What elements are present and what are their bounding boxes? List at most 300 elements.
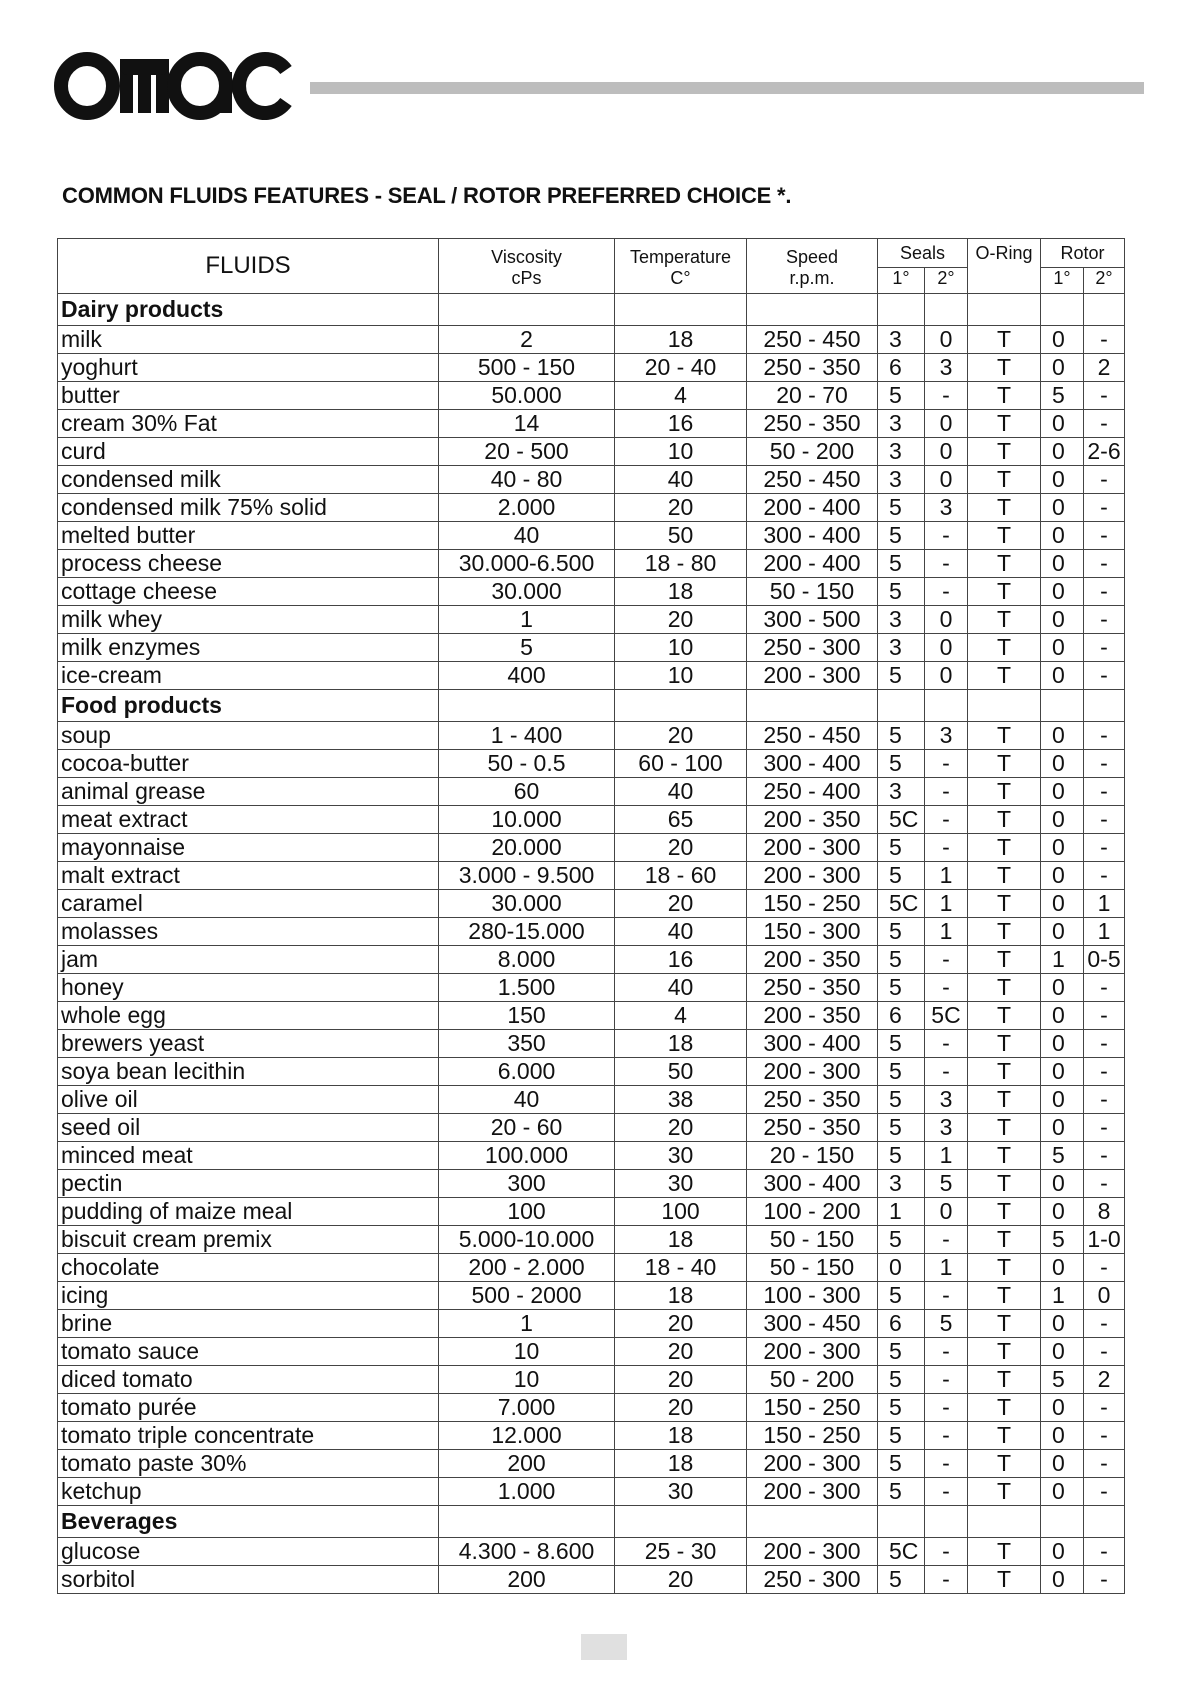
- speed-cell: 250 - 350: [747, 1114, 878, 1142]
- seal-1-cell: 3: [878, 606, 925, 634]
- rotor-2-cell: -: [1084, 578, 1125, 606]
- temperature-cell: 10: [615, 662, 747, 690]
- viscosity-cell: 280-15.000: [439, 918, 615, 946]
- rotor-1-cell: 0: [1041, 550, 1084, 578]
- oring-cell: T: [968, 466, 1041, 494]
- speed-cell: 50 - 150: [747, 1226, 878, 1254]
- rotor-2-cell: -: [1084, 550, 1125, 578]
- seal-2-cell: 3: [925, 722, 968, 750]
- viscosity-header: Viscosity: [439, 239, 615, 268]
- speed-cell: 50 - 200: [747, 438, 878, 466]
- oring-cell: T: [968, 918, 1041, 946]
- table-row: [58, 890, 1125, 918]
- rotor-1-cell: 0: [1041, 918, 1084, 946]
- table-row: [58, 1450, 1125, 1478]
- speed-cell: 20 - 70: [747, 382, 878, 410]
- seal-2-cell: 0: [925, 662, 968, 690]
- seal-2-cell: 1: [925, 862, 968, 890]
- seal-1-cell: 5: [878, 946, 925, 974]
- table-row: [58, 1170, 1125, 1198]
- temperature-cell: 20: [615, 1310, 747, 1338]
- oring-cell: T: [968, 1142, 1041, 1170]
- temperature-cell: 20: [615, 1366, 747, 1394]
- temperature-cell: 30: [615, 1142, 747, 1170]
- fluid-name-cell: soup: [58, 722, 439, 750]
- seal-2-cell: -: [925, 1366, 968, 1394]
- temperature-unit: C°: [615, 268, 747, 294]
- fluid-name-cell: soya bean lecithin: [58, 1058, 439, 1086]
- empty-cell: [747, 1506, 878, 1538]
- rotor-1-cell: 0: [1041, 410, 1084, 438]
- fluid-name-cell: yoghurt: [58, 354, 439, 382]
- empty-cell: [1084, 294, 1125, 326]
- table-row: [58, 1002, 1125, 1030]
- speed-cell: 250 - 400: [747, 778, 878, 806]
- rotor-second-header: 2°: [1084, 268, 1125, 294]
- seal-2-cell: -: [925, 1282, 968, 1310]
- temperature-cell: 40: [615, 918, 747, 946]
- table-row: [58, 1142, 1125, 1170]
- empty-cell: [968, 690, 1041, 722]
- oring-cell: T: [968, 1086, 1041, 1114]
- temperature-cell: 18: [615, 1030, 747, 1058]
- viscosity-cell: 10: [439, 1338, 615, 1366]
- rotor-1-cell: 0: [1041, 1086, 1084, 1114]
- seal-1-cell: 5C: [878, 890, 925, 918]
- speed-cell: 200 - 300: [747, 834, 878, 862]
- fluid-name-cell: condensed milk: [58, 466, 439, 494]
- fluid-name-cell: tomato purée: [58, 1394, 439, 1422]
- viscosity-cell: 10.000: [439, 806, 615, 834]
- rotor-1-cell: 5: [1041, 1142, 1084, 1170]
- viscosity-cell: 1: [439, 606, 615, 634]
- speed-cell: 50 - 150: [747, 578, 878, 606]
- speed-cell: 200 - 350: [747, 806, 878, 834]
- rotor-1-cell: 0: [1041, 778, 1084, 806]
- oring-subheader: [968, 268, 1041, 294]
- empty-cell: [747, 690, 878, 722]
- viscosity-cell: 60: [439, 778, 615, 806]
- temperature-cell: 18: [615, 1282, 747, 1310]
- viscosity-cell: 150: [439, 1002, 615, 1030]
- oring-cell: T: [968, 1170, 1041, 1198]
- rotor-2-cell: -: [1084, 1086, 1125, 1114]
- rotor-1-cell: 0: [1041, 1566, 1084, 1594]
- seal-2-cell: 5: [925, 1170, 968, 1198]
- seal-2-cell: -: [925, 778, 968, 806]
- viscosity-cell: 100.000: [439, 1142, 615, 1170]
- table-row: [58, 1422, 1125, 1450]
- oring-cell: T: [968, 1058, 1041, 1086]
- seal-2-cell: 3: [925, 1086, 968, 1114]
- viscosity-cell: 12.000: [439, 1422, 615, 1450]
- rotor-2-cell: -: [1084, 466, 1125, 494]
- temperature-cell: 30: [615, 1170, 747, 1198]
- rotor-2-cell: -: [1084, 1394, 1125, 1422]
- fluid-name-cell: minced meat: [58, 1142, 439, 1170]
- oring-cell: T: [968, 578, 1041, 606]
- seal-1-cell: 5: [878, 1422, 925, 1450]
- fluid-name-cell: whole egg: [58, 1002, 439, 1030]
- viscosity-cell: 400: [439, 662, 615, 690]
- temperature-cell: 16: [615, 946, 747, 974]
- speed-cell: 300 - 400: [747, 750, 878, 778]
- seal-1-cell: 3: [878, 1170, 925, 1198]
- oring-cell: T: [968, 778, 1041, 806]
- empty-cell: [1084, 1506, 1125, 1538]
- fluid-name-cell: molasses: [58, 918, 439, 946]
- temperature-cell: 10: [615, 634, 747, 662]
- temperature-header: Temperature: [615, 239, 747, 268]
- rotor-2-cell: -: [1084, 606, 1125, 634]
- empty-cell: [439, 1506, 615, 1538]
- table-row: [58, 1058, 1125, 1086]
- rotor-2-cell: 2: [1084, 1366, 1125, 1394]
- seal-1-cell: 6: [878, 1002, 925, 1030]
- viscosity-cell: 5: [439, 634, 615, 662]
- temperature-cell: 20: [615, 834, 747, 862]
- rotor-1-cell: 0: [1041, 522, 1084, 550]
- speed-cell: 200 - 300: [747, 1478, 878, 1506]
- rotor-header: Rotor: [1041, 239, 1125, 268]
- seal-2-cell: -: [925, 750, 968, 778]
- viscosity-unit: cPs: [439, 268, 615, 294]
- speed-cell: 20 - 150: [747, 1142, 878, 1170]
- rotor-1-cell: 0: [1041, 1394, 1084, 1422]
- oring-cell: T: [968, 974, 1041, 1002]
- seal-2-cell: -: [925, 1030, 968, 1058]
- seal-1-cell: 5: [878, 1086, 925, 1114]
- fluid-name-cell: condensed milk 75% solid: [58, 494, 439, 522]
- fluid-name-cell: glucose: [58, 1538, 439, 1566]
- rotor-1-cell: 0: [1041, 1254, 1084, 1282]
- speed-header: Speed: [747, 239, 878, 268]
- temperature-cell: 20: [615, 606, 747, 634]
- seal-2-cell: -: [925, 522, 968, 550]
- speed-cell: 150 - 250: [747, 1394, 878, 1422]
- seal-2-cell: 1: [925, 1142, 968, 1170]
- oring-cell: T: [968, 1198, 1041, 1226]
- rotor-1-cell: 0: [1041, 606, 1084, 634]
- viscosity-cell: 8.000: [439, 946, 615, 974]
- seal-2-cell: -: [925, 1394, 968, 1422]
- temperature-cell: 18: [615, 1450, 747, 1478]
- rotor-first-header: 1°: [1041, 268, 1084, 294]
- rotor-1-cell: 0: [1041, 834, 1084, 862]
- seal-2-cell: -: [925, 382, 968, 410]
- rotor-1-cell: 5: [1041, 1226, 1084, 1254]
- rotor-2-cell: -: [1084, 1114, 1125, 1142]
- seal-2-cell: 0: [925, 438, 968, 466]
- speed-cell: 200 - 400: [747, 494, 878, 522]
- rotor-1-cell: 0: [1041, 326, 1084, 354]
- rotor-2-cell: -: [1084, 834, 1125, 862]
- seal-2-cell: -: [925, 1478, 968, 1506]
- seal-2-cell: 0: [925, 1198, 968, 1226]
- temperature-cell: 4: [615, 1002, 747, 1030]
- speed-cell: 150 - 250: [747, 890, 878, 918]
- fluid-name-cell: cream 30% Fat: [58, 410, 439, 438]
- table-row: [58, 946, 1125, 974]
- seal-2-cell: 0: [925, 606, 968, 634]
- fluid-name-cell: jam: [58, 946, 439, 974]
- seal-2-cell: 0: [925, 326, 968, 354]
- table-row: [58, 466, 1125, 494]
- section-title: Beverages: [58, 1506, 439, 1538]
- empty-cell: [925, 690, 968, 722]
- fluid-name-cell: mayonnaise: [58, 834, 439, 862]
- fluid-name-cell: pudding of maize meal: [58, 1198, 439, 1226]
- viscosity-cell: 40: [439, 1086, 615, 1114]
- seal-2-cell: -: [925, 1226, 968, 1254]
- temperature-cell: 50: [615, 522, 747, 550]
- empty-cell: [615, 690, 747, 722]
- rotor-1-cell: 0: [1041, 466, 1084, 494]
- speed-cell: 250 - 300: [747, 634, 878, 662]
- empty-cell: [1041, 294, 1084, 326]
- oring-cell: T: [968, 1538, 1041, 1566]
- temperature-cell: 40: [615, 466, 747, 494]
- seal-2-cell: 0: [925, 410, 968, 438]
- speed-cell: 250 - 450: [747, 326, 878, 354]
- temperature-cell: 20: [615, 1566, 747, 1594]
- temperature-cell: 18 - 80: [615, 550, 747, 578]
- speed-cell: 300 - 400: [747, 522, 878, 550]
- temperature-cell: 4: [615, 382, 747, 410]
- fluid-name-cell: pectin: [58, 1170, 439, 1198]
- temperature-cell: 20: [615, 722, 747, 750]
- table-row: [58, 1366, 1125, 1394]
- oring-cell: T: [968, 606, 1041, 634]
- oring-cell: T: [968, 834, 1041, 862]
- rotor-2-cell: -: [1084, 862, 1125, 890]
- seal-first-header: 1°: [878, 268, 925, 294]
- fluid-name-cell: malt extract: [58, 862, 439, 890]
- seal-2-cell: -: [925, 1338, 968, 1366]
- seal-1-cell: 6: [878, 1310, 925, 1338]
- empty-cell: [1084, 690, 1125, 722]
- oring-cell: T: [968, 1114, 1041, 1142]
- viscosity-cell: 1 - 400: [439, 722, 615, 750]
- section-title: Food products: [58, 690, 439, 722]
- table-row: [58, 1254, 1125, 1282]
- viscosity-cell: 30.000: [439, 578, 615, 606]
- table-row: [58, 522, 1125, 550]
- viscosity-cell: 200: [439, 1566, 615, 1594]
- viscosity-cell: 20 - 60: [439, 1114, 615, 1142]
- seal-2-cell: 3: [925, 494, 968, 522]
- rotor-2-cell: -: [1084, 1422, 1125, 1450]
- header-row: [58, 239, 1125, 268]
- rotor-1-cell: 0: [1041, 1170, 1084, 1198]
- seal-1-cell: 5: [878, 1058, 925, 1086]
- fluid-name-cell: melted butter: [58, 522, 439, 550]
- oring-cell: T: [968, 494, 1041, 522]
- rotor-2-cell: -: [1084, 1450, 1125, 1478]
- temperature-cell: 20: [615, 1338, 747, 1366]
- speed-cell: 250 - 300: [747, 1566, 878, 1594]
- table-row: [58, 1086, 1125, 1114]
- fluid-name-cell: process cheese: [58, 550, 439, 578]
- speed-cell: 200 - 350: [747, 1002, 878, 1030]
- speed-cell: 250 - 350: [747, 354, 878, 382]
- oring-cell: T: [968, 946, 1041, 974]
- rotor-2-cell: -: [1084, 1254, 1125, 1282]
- fluid-name-cell: brine: [58, 1310, 439, 1338]
- rotor-1-cell: 0: [1041, 1338, 1084, 1366]
- viscosity-cell: 4.300 - 8.600: [439, 1538, 615, 1566]
- viscosity-cell: 14: [439, 410, 615, 438]
- seal-2-cell: -: [925, 1538, 968, 1566]
- viscosity-cell: 200: [439, 1450, 615, 1478]
- fluid-name-cell: milk whey: [58, 606, 439, 634]
- temperature-cell: 50: [615, 1058, 747, 1086]
- rotor-1-cell: 0: [1041, 974, 1084, 1002]
- temperature-cell: 18: [615, 326, 747, 354]
- table-row: [58, 806, 1125, 834]
- rotor-1-cell: 0: [1041, 1114, 1084, 1142]
- rotor-1-cell: 5: [1041, 1366, 1084, 1394]
- seal-1-cell: 5: [878, 1338, 925, 1366]
- seal-second-header: 2°: [925, 268, 968, 294]
- seals-header: Seals: [878, 239, 968, 268]
- rotor-2-cell: -: [1084, 1002, 1125, 1030]
- table-row: [58, 1226, 1125, 1254]
- empty-cell: [878, 690, 925, 722]
- seal-1-cell: 5: [878, 1450, 925, 1478]
- temperature-cell: 25 - 30: [615, 1538, 747, 1566]
- rotor-2-cell: -: [1084, 778, 1125, 806]
- rotor-2-cell: 1-0: [1084, 1226, 1125, 1254]
- table-row: [58, 722, 1125, 750]
- viscosity-cell: 10: [439, 1366, 615, 1394]
- viscosity-cell: 7.000: [439, 1394, 615, 1422]
- table-row: [58, 1282, 1125, 1310]
- viscosity-cell: 30.000: [439, 890, 615, 918]
- fluid-name-cell: tomato sauce: [58, 1338, 439, 1366]
- rotor-2-cell: -: [1084, 974, 1125, 1002]
- viscosity-cell: 40: [439, 522, 615, 550]
- seal-1-cell: 3: [878, 326, 925, 354]
- temperature-cell: 40: [615, 778, 747, 806]
- section-header-row: [58, 1506, 1125, 1538]
- temperature-cell: 18 - 40: [615, 1254, 747, 1282]
- table-row: [58, 1478, 1125, 1506]
- speed-cell: 200 - 300: [747, 862, 878, 890]
- temperature-cell: 10: [615, 438, 747, 466]
- viscosity-cell: 20 - 500: [439, 438, 615, 466]
- viscosity-cell: 6.000: [439, 1058, 615, 1086]
- oring-cell: T: [968, 1282, 1041, 1310]
- rotor-1-cell: 0: [1041, 438, 1084, 466]
- fluid-name-cell: seed oil: [58, 1114, 439, 1142]
- rotor-2-cell: -: [1084, 1538, 1125, 1566]
- speed-cell: 250 - 350: [747, 410, 878, 438]
- rotor-2-cell: -: [1084, 410, 1125, 438]
- rotor-1-cell: 1: [1041, 946, 1084, 974]
- rotor-1-cell: 0: [1041, 890, 1084, 918]
- oring-cell: T: [968, 1566, 1041, 1594]
- viscosity-cell: 2: [439, 326, 615, 354]
- rotor-2-cell: -: [1084, 1566, 1125, 1594]
- seal-1-cell: 5C: [878, 806, 925, 834]
- seal-1-cell: 5: [878, 1226, 925, 1254]
- viscosity-cell: 1.500: [439, 974, 615, 1002]
- speed-cell: 100 - 200: [747, 1198, 878, 1226]
- table-row: [58, 494, 1125, 522]
- viscosity-cell: 350: [439, 1030, 615, 1058]
- fluid-name-cell: cocoa-butter: [58, 750, 439, 778]
- oring-cell: T: [968, 354, 1041, 382]
- seal-1-cell: 5: [878, 1142, 925, 1170]
- oring-cell: T: [968, 1394, 1041, 1422]
- oring-cell: T: [968, 806, 1041, 834]
- empty-cell: [439, 294, 615, 326]
- fluid-name-cell: olive oil: [58, 1086, 439, 1114]
- temperature-cell: 100: [615, 1198, 747, 1226]
- fluid-name-cell: animal grease: [58, 778, 439, 806]
- table-row: [58, 354, 1125, 382]
- fluid-name-cell: curd: [58, 438, 439, 466]
- viscosity-cell: 20.000: [439, 834, 615, 862]
- rotor-2-cell: -: [1084, 1058, 1125, 1086]
- rotor-2-cell: -: [1084, 1338, 1125, 1366]
- oring-cell: T: [968, 1002, 1041, 1030]
- section-title: Dairy products: [58, 294, 439, 326]
- seal-2-cell: 1: [925, 918, 968, 946]
- seal-1-cell: 5: [878, 662, 925, 690]
- viscosity-cell: 50 - 0.5: [439, 750, 615, 778]
- rotor-2-cell: -: [1084, 1478, 1125, 1506]
- oring-cell: T: [968, 890, 1041, 918]
- rotor-2-cell: 2-6: [1084, 438, 1125, 466]
- seal-1-cell: 5: [878, 918, 925, 946]
- seal-2-cell: 0: [925, 634, 968, 662]
- oring-cell: T: [968, 722, 1041, 750]
- table-row: [58, 662, 1125, 690]
- speed-cell: 200 - 300: [747, 1338, 878, 1366]
- table-row: [58, 1566, 1125, 1594]
- seal-2-cell: 1: [925, 1254, 968, 1282]
- rotor-1-cell: 0: [1041, 354, 1084, 382]
- empty-cell: [878, 1506, 925, 1538]
- seal-1-cell: 5: [878, 750, 925, 778]
- table-row: [58, 750, 1125, 778]
- speed-cell: 250 - 350: [747, 974, 878, 1002]
- viscosity-cell: 40 - 80: [439, 466, 615, 494]
- speed-cell: 100 - 300: [747, 1282, 878, 1310]
- temperature-cell: 18: [615, 1422, 747, 1450]
- seal-1-cell: 5: [878, 550, 925, 578]
- seal-1-cell: 5: [878, 862, 925, 890]
- seal-1-cell: 3: [878, 778, 925, 806]
- rotor-1-cell: 0: [1041, 862, 1084, 890]
- empty-cell: [968, 1506, 1041, 1538]
- page-title: COMMON FLUIDS FEATURES - SEAL / ROTOR PREFERRED CHOICE *.: [62, 183, 792, 208]
- temperature-cell: 18: [615, 1226, 747, 1254]
- rotor-2-cell: -: [1084, 494, 1125, 522]
- rotor-2-cell: 0-5: [1084, 946, 1125, 974]
- seal-1-cell: 5: [878, 522, 925, 550]
- section-header-row: [58, 690, 1125, 722]
- fluid-name-cell: brewers yeast: [58, 1030, 439, 1058]
- fluid-name-cell: butter: [58, 382, 439, 410]
- rotor-2-cell: 2: [1084, 354, 1125, 382]
- seal-1-cell: 3: [878, 466, 925, 494]
- rotor-2-cell: -: [1084, 522, 1125, 550]
- seal-2-cell: 0: [925, 466, 968, 494]
- temperature-cell: 20 - 40: [615, 354, 747, 382]
